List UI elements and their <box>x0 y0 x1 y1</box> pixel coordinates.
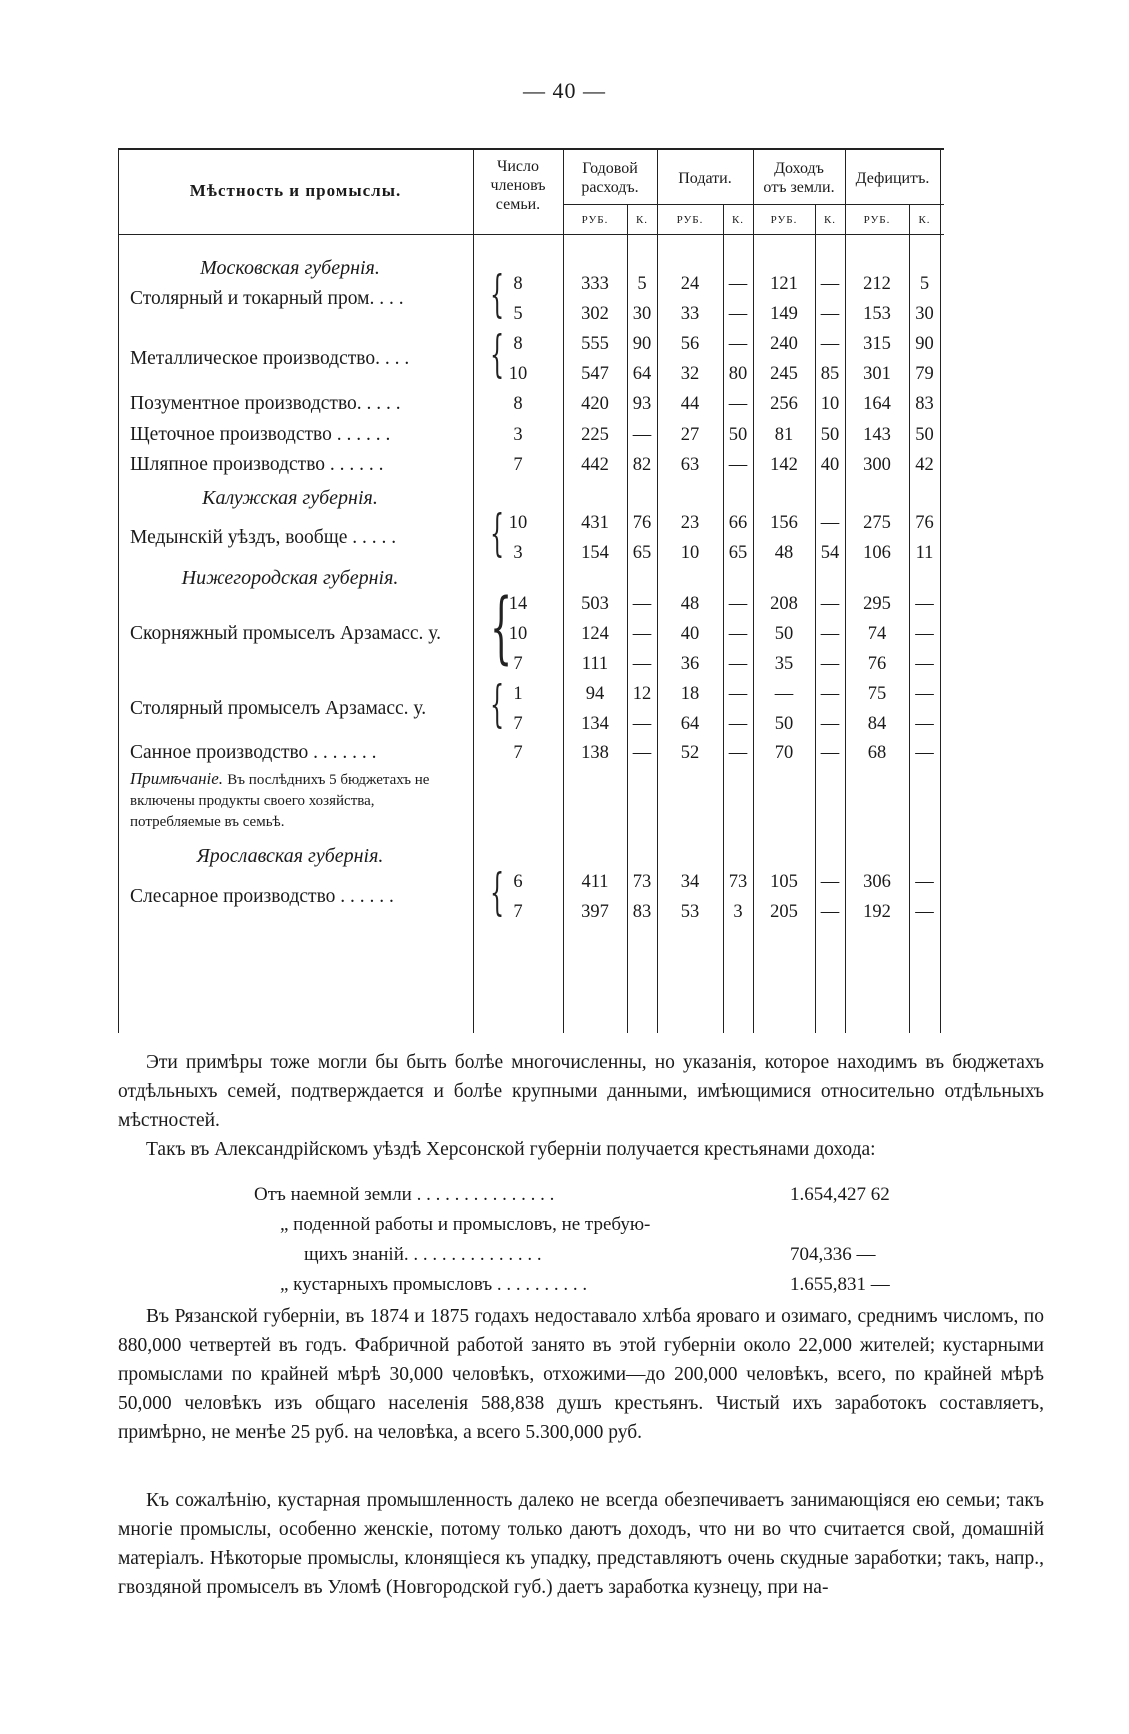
cell-inc-k: 54 <box>820 543 840 563</box>
cell-def-r: 76 <box>867 654 887 674</box>
unit-kop-exp: К. <box>635 214 649 226</box>
cell-def-r: 212 <box>863 274 891 294</box>
cell-inc-r: 208 <box>770 594 798 614</box>
cell-def-r: 153 <box>863 304 891 324</box>
header-expense-1: расходъ. <box>581 179 639 196</box>
cell-tax-r: 63 <box>680 455 700 475</box>
row-label: Шляпное производство . . . . . . <box>130 454 384 475</box>
cell-tax-k: — <box>728 304 748 324</box>
cell-def-k: — <box>915 714 934 734</box>
column-rule-incR <box>845 148 846 1033</box>
cell-def-k: — <box>915 654 934 674</box>
header-deficit: Дефицитъ. <box>855 170 930 187</box>
unit-rub-tax: РУБ. <box>676 214 704 226</box>
cell-inc-r: 48 <box>774 543 794 563</box>
cell-inc-k: — <box>820 594 840 614</box>
cell-members: 5 <box>513 304 523 324</box>
cell-exp-k: — <box>632 624 652 644</box>
cell-tax-k: — <box>728 654 748 674</box>
column-rule-memL <box>473 148 474 1033</box>
row-brace: { <box>490 504 505 562</box>
cell-tax-r: 44 <box>680 394 700 414</box>
cell-tax-k: — <box>728 594 748 614</box>
cell-exp-k: 90 <box>632 334 652 354</box>
cell-exp-r: 138 <box>581 743 609 763</box>
cell-exp-k: 30 <box>632 304 652 324</box>
cell-inc-r: 205 <box>770 902 798 922</box>
cell-tax-k: — <box>728 714 748 734</box>
row-label: Позументное производство. . . . . <box>130 393 401 414</box>
cell-members: 7 <box>513 714 523 734</box>
column-rule-taxR <box>753 148 754 1033</box>
paragraph-1: Эти примѣры тоже могли бы быть болѣе многочисленны, но указанія, которое находимъ въ бюджетахъ отдѣльныхъ семей, подтверждается и болѣе крупными данными, имѣющимися относительно отдѣльныхъ мѣстностей. <box>118 1052 1044 1131</box>
income-value-3: 704,336 — <box>790 1244 876 1265</box>
cell-inc-k: 10 <box>820 394 840 414</box>
cell-tax-k: 66 <box>728 513 748 533</box>
cell-tax-r: 27 <box>680 425 700 445</box>
cell-def-r: 275 <box>863 513 891 533</box>
region-title: Ярославская губернія. <box>196 845 384 867</box>
cell-inc-r: 256 <box>770 394 798 414</box>
cell-def-r: 192 <box>863 902 891 922</box>
row-label: Медынскій уѣздъ, вообще . . . . . <box>130 527 397 548</box>
cell-def-r: 295 <box>863 594 891 614</box>
cell-inc-k: 40 <box>820 455 840 475</box>
unit-rub-exp: РУБ. <box>581 214 609 226</box>
cell-tax-k: — <box>728 624 748 644</box>
cell-tax-k: 50 <box>728 425 748 445</box>
cell-exp-k: — <box>632 743 652 763</box>
paragraph-3: Въ Рязанской губерніи, въ 1874 и 1875 годахъ недоставало хлѣба яроваго и озимаго, среднимъ числомъ, по 880,000 четвертей въ годъ. Фабричной работой занято въ этой губерніи около 22,000 жителей; кустарными промыслами по крайней мѣрѣ 30,000 человѣкъ, отхожими—до 200,000 человѣкъ, всего, по крайней мѣрѣ 50,000 человѣкъ изъ общаго населенія 588,838 душъ крестьянъ. Чистый ихъ заработокъ составляетъ, примѣрно, не менѣе 25 руб. на человѣка, а всего 5.300,000 руб. <box>118 1306 1044 1443</box>
header-members-0: Число <box>496 158 540 175</box>
page-number: — 40 — <box>523 78 606 103</box>
header-income-0: Доходъ <box>774 160 824 177</box>
cell-exp-r: 555 <box>581 334 609 354</box>
cell-tax-k: 65 <box>728 543 748 563</box>
budget-table <box>118 148 1044 1033</box>
row-label: Санное производство . . . . . . . <box>130 742 377 763</box>
cell-inc-k: — <box>820 513 840 533</box>
cell-tax-k: — <box>728 743 748 763</box>
cell-inc-r: 121 <box>770 274 798 294</box>
cell-exp-k: 12 <box>632 684 652 704</box>
cell-inc-r: 81 <box>774 425 794 445</box>
cell-def-r: 300 <box>863 455 891 475</box>
cell-def-r: 74 <box>867 624 887 644</box>
cell-exp-k: 73 <box>632 872 652 892</box>
cell-def-k: 90 <box>915 334 934 354</box>
paragraph-examples <box>118 1048 1044 1164</box>
cell-def-k: — <box>915 743 934 763</box>
row-brace: { <box>490 265 505 323</box>
cell-def-r: 164 <box>863 394 891 414</box>
cell-tax-k: — <box>728 455 748 475</box>
row-brace: { <box>490 325 505 383</box>
cell-tax-r: 48 <box>680 594 700 614</box>
cell-tax-r: 23 <box>680 513 700 533</box>
cell-exp-k: 93 <box>632 394 652 414</box>
unit-kop-def: К. <box>918 214 931 226</box>
cell-exp-r: 111 <box>581 654 609 674</box>
cell-exp-k: 82 <box>632 455 652 475</box>
cell-members: 6 <box>513 872 523 892</box>
cell-def-r: 68 <box>867 743 887 763</box>
cell-exp-r: 333 <box>581 274 609 294</box>
table-top-rule <box>118 148 944 150</box>
row-label: Слесарное производство . . . . . . <box>130 886 394 907</box>
cell-inc-r: 105 <box>770 872 798 892</box>
cell-inc-r: 50 <box>774 714 794 734</box>
cell-exp-r: 134 <box>581 714 609 734</box>
cell-def-k: 30 <box>915 304 934 324</box>
cell-members: 7 <box>513 654 523 674</box>
table-left-rule <box>118 148 119 1033</box>
paragraph-kustar <box>118 1486 1044 1602</box>
cell-inc-r: 156 <box>770 513 798 533</box>
cell-tax-k: 73 <box>728 872 748 892</box>
cell-exp-r: 411 <box>581 872 609 892</box>
cell-inc-k: — <box>820 654 840 674</box>
column-rule-expR <box>657 148 658 1033</box>
paragraph-2: Такъ въ Александрійскомъ уѣздѣ Херсонской губерніи получается крестьянами дохода: <box>146 1139 876 1160</box>
cell-members: 7 <box>513 455 523 475</box>
paragraph-ryazan <box>118 1302 1044 1447</box>
unit-rub-inc: РУБ. <box>770 214 798 226</box>
cell-inc-r: 240 <box>770 334 798 354</box>
cell-exp-k: — <box>632 594 652 614</box>
cell-inc-k: — <box>820 274 840 294</box>
unit-kop-tax: К. <box>731 214 745 226</box>
row-brace: { <box>490 675 505 733</box>
cell-tax-k: — <box>728 684 748 704</box>
cell-members: 10 <box>508 364 528 384</box>
cell-tax-r: 56 <box>680 334 700 354</box>
header-expense-0: Годовой <box>582 160 638 177</box>
cell-def-k: 11 <box>915 543 934 563</box>
cell-exp-k: 76 <box>632 513 652 533</box>
row-label: Щеточное производство . . . . . . <box>130 424 391 445</box>
cell-tax-r: 40 <box>680 624 700 644</box>
cell-tax-k: 80 <box>728 364 748 384</box>
column-rule-defR <box>940 148 941 1033</box>
income-value-4: 1.655,831 — <box>790 1274 890 1295</box>
table-header-rule <box>118 234 944 235</box>
cell-exp-r: 420 <box>581 394 609 414</box>
cell-exp-r: 154 <box>581 543 609 563</box>
income-label-4: „ кустарныхъ промысловъ . . . . . . . . . . <box>280 1274 588 1295</box>
unit-kop-inc: К. <box>823 214 837 226</box>
cell-inc-k: — <box>820 714 840 734</box>
cell-inc-k: 85 <box>820 364 840 384</box>
income-label-2: „ поденной работы и промысловъ, не требую- <box>280 1214 651 1235</box>
header-members-2: семьи. <box>495 196 541 213</box>
cell-exp-k: 5 <box>637 274 647 294</box>
cell-exp-r: 94 <box>585 684 605 704</box>
cell-tax-r: 53 <box>680 902 700 922</box>
cell-members: 10 <box>508 624 528 644</box>
cell-exp-r: 431 <box>581 513 609 533</box>
cell-members: 7 <box>513 902 523 922</box>
cell-exp-k: — <box>632 714 652 734</box>
cell-inc-r: 50 <box>774 624 794 644</box>
row-label: Столярный промыселъ Арзамасс. у. <box>130 698 427 719</box>
table-note <box>130 768 468 833</box>
paragraph-4: Къ сожалѣнію, кустарная промышленность далеко не всегда обезпечиваетъ занимающіяся ею семьи; такъ многіе промыслы, особенно женскіе, потому только даютъ доходъ, что ни во что считается свой, домашній матеріалъ. Нѣкоторые промыслы, клонящіеся къ упадку, представляютъ очень скудные заработки; такъ, напр., гвоздяной промыселъ въ Уломѣ (Новгородской губ.) даетъ заработка кузнецу, при на- <box>118 1490 1044 1598</box>
cell-inc-k: — <box>820 334 840 354</box>
cell-exp-k: 65 <box>632 543 652 563</box>
cell-members: 10 <box>508 513 528 533</box>
cell-tax-r: 32 <box>680 364 700 384</box>
cell-tax-r: 24 <box>680 274 700 294</box>
cell-def-r: 301 <box>863 364 891 384</box>
cell-def-r: 106 <box>863 543 891 563</box>
cell-members: 7 <box>513 743 523 763</box>
cell-members: 14 <box>508 594 528 614</box>
cell-tax-r: 64 <box>680 714 700 734</box>
cell-inc-r: 35 <box>774 654 794 674</box>
row-label: Скорняжный промыселъ Арзамасс. у. <box>130 623 441 644</box>
cell-inc-r: 70 <box>774 743 794 763</box>
cell-def-k: — <box>915 624 934 644</box>
cell-tax-k: — <box>728 394 748 414</box>
cell-members: 3 <box>513 543 523 563</box>
cell-tax-r: 34 <box>680 872 700 892</box>
row-label: Столярный и токарный пром. . . . <box>130 288 404 309</box>
region-title: Нижегородская губернія. <box>181 567 399 589</box>
cell-exp-k: — <box>632 654 652 674</box>
cell-def-k: — <box>915 872 934 892</box>
income-label-3: щихъ знаній. . . . . . . . . . . . . . . <box>304 1244 542 1265</box>
cell-exp-r: 503 <box>581 594 609 614</box>
cell-exp-k: 64 <box>632 364 652 384</box>
cell-def-r: 306 <box>863 872 891 892</box>
cell-inc-r: — <box>774 684 794 704</box>
cell-tax-r: 36 <box>680 654 700 674</box>
cell-tax-r: 18 <box>680 684 700 704</box>
cell-inc-k: — <box>820 872 840 892</box>
cell-def-k: 42 <box>915 455 934 475</box>
income-label-1: Отъ наемной земли . . . . . . . . . . . . . . . <box>254 1184 555 1205</box>
cell-def-r: 143 <box>863 425 891 445</box>
cell-members: 8 <box>513 394 523 414</box>
cell-def-k: — <box>915 902 934 922</box>
row-brace: { <box>490 863 505 921</box>
note-label: Примѣчаніе. <box>130 769 228 788</box>
header-income-1: отъ земли. <box>763 179 835 196</box>
region-title: Калужская губернія. <box>202 487 378 509</box>
cell-def-r: 84 <box>867 714 887 734</box>
unit-rub-def: РУБ. <box>863 214 891 226</box>
cell-exp-r: 124 <box>581 624 609 644</box>
header-members-1: членовъ <box>490 177 546 194</box>
cell-exp-r: 397 <box>581 902 609 922</box>
cell-inc-r: 142 <box>770 455 798 475</box>
cell-members: 8 <box>513 274 523 294</box>
header-taxes: Подати. <box>678 170 732 187</box>
cell-exp-k: — <box>632 425 652 445</box>
income-value-1: 1.654,427 62 <box>790 1184 890 1205</box>
cell-exp-r: 225 <box>581 425 609 445</box>
cell-def-k: — <box>915 594 934 614</box>
cell-inc-k: — <box>820 902 840 922</box>
cell-inc-k: — <box>820 743 840 763</box>
cell-inc-k: — <box>820 684 840 704</box>
cell-members: 8 <box>513 334 523 354</box>
cell-def-k: 50 <box>915 425 934 445</box>
row-label: Металлическое производство. . . . <box>130 348 410 369</box>
cell-tax-r: 52 <box>680 743 700 763</box>
column-rule-memR <box>563 148 564 1033</box>
cell-def-k: — <box>915 684 934 704</box>
cell-def-k: 79 <box>915 364 934 384</box>
cell-tax-k: — <box>728 334 748 354</box>
cell-def-k: 5 <box>919 274 930 294</box>
cell-def-r: 315 <box>863 334 891 354</box>
cell-inc-k: — <box>820 304 840 324</box>
row-brace: { <box>490 583 513 673</box>
cell-exp-k: 83 <box>632 902 652 922</box>
cell-def-k: 76 <box>915 513 934 533</box>
cell-members: 1 <box>513 684 523 704</box>
cell-tax-r: 33 <box>680 304 700 324</box>
cell-inc-k: — <box>820 624 840 644</box>
cell-inc-k: 50 <box>820 425 840 445</box>
header-location: Мѣстность и промыслы. <box>189 181 402 200</box>
note-text: Въ послѣднихъ 5 бюджетахъ не включены продукты своего хозяйства, потребляемые въ семьѣ. <box>130 772 430 830</box>
cell-exp-r: 302 <box>581 304 609 324</box>
cell-tax-k: — <box>728 274 748 294</box>
cell-def-r: 75 <box>867 684 887 704</box>
cell-exp-r: 547 <box>581 364 609 384</box>
cell-inc-r: 149 <box>770 304 798 324</box>
cell-inc-r: 245 <box>770 364 798 384</box>
region-title: Московская губернія. <box>200 257 380 279</box>
cell-members: 3 <box>513 425 523 445</box>
cell-tax-r: 10 <box>680 543 700 563</box>
cell-exp-r: 442 <box>581 455 609 475</box>
cell-def-k: 83 <box>915 394 934 414</box>
cell-tax-k: 3 <box>733 902 743 922</box>
